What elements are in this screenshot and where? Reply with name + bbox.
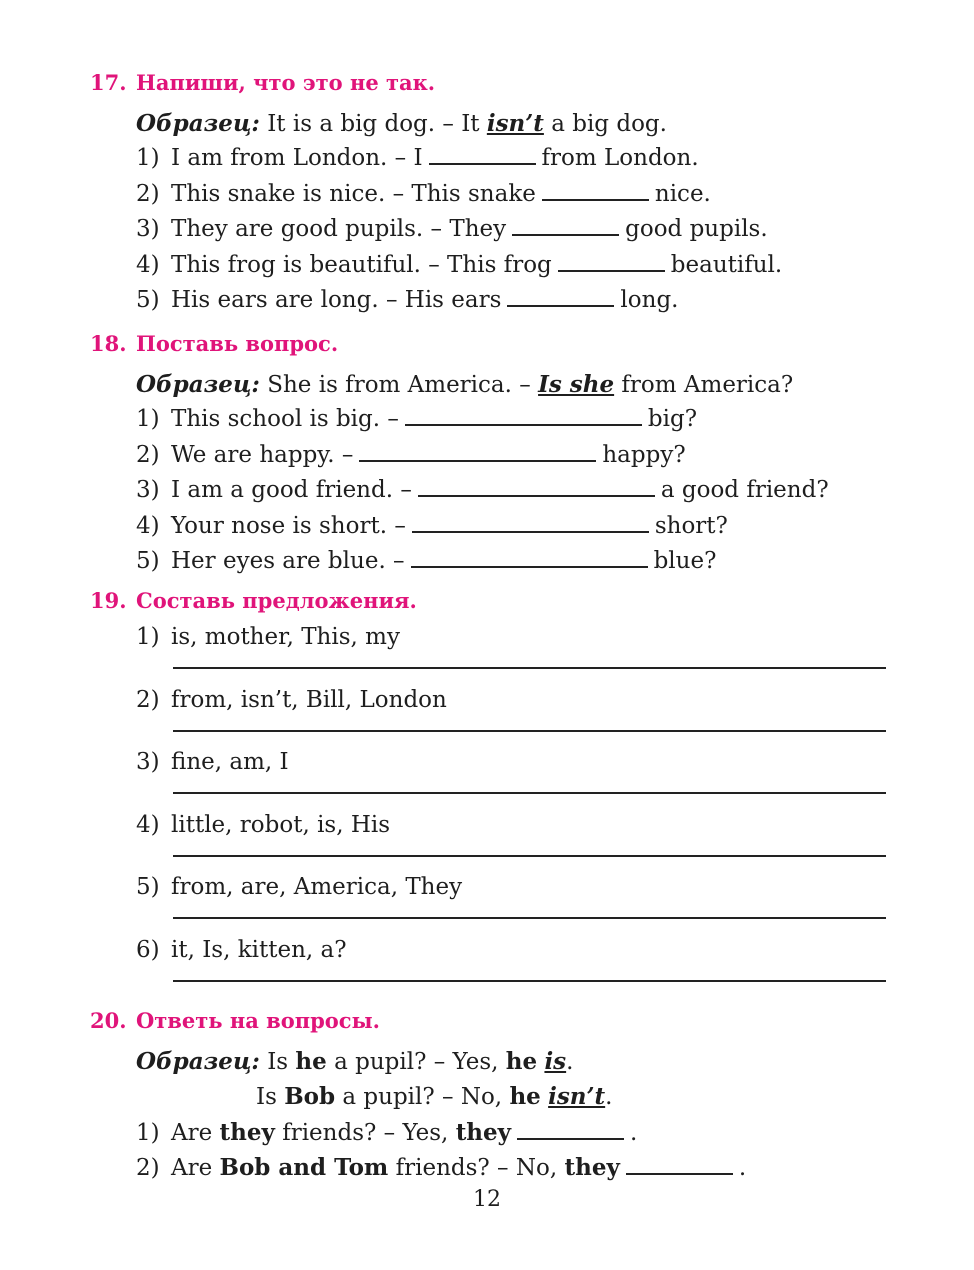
model-example (90, 106, 910, 141)
answer-blank[interactable] (418, 473, 655, 497)
item-number: 4) (136, 251, 160, 278)
exercise-title: Составь предложения. (136, 588, 417, 613)
list-item (90, 473, 910, 508)
item-number: 3) (136, 477, 160, 504)
list-item (90, 935, 910, 998)
list-item (90, 544, 910, 579)
model-example (90, 367, 910, 402)
item-text: Are (171, 1155, 213, 1182)
model-bold: Bob (284, 1083, 336, 1111)
exercise-title: Ответь на вопросы. (136, 1008, 380, 1033)
model-text: It is a big dog. – It (267, 111, 480, 137)
list-item (90, 509, 910, 544)
model-text-end: a big dog. (551, 111, 667, 137)
item-text: friends? – Yes, (282, 1119, 449, 1146)
item-text: This frog is beautiful. – This frog (171, 251, 552, 278)
model-example-2 (90, 1079, 910, 1114)
item-text: from, are, America, They (171, 874, 463, 900)
exercise-17-heading (90, 70, 910, 106)
item-text: I am a good friend. – (171, 477, 412, 504)
item-text-end: happy? (602, 441, 686, 468)
answer-blank[interactable] (411, 544, 648, 568)
item-text: from, isn’t, Bill, London (171, 686, 447, 713)
item-number: 4) (136, 811, 160, 838)
item-text-end: good pupils. (625, 216, 768, 243)
item-number: 4) (136, 512, 160, 539)
item-text: little, robot, is, His (171, 811, 391, 838)
answer-line[interactable] (173, 980, 886, 982)
item-text-end: nice. (654, 180, 711, 207)
model-bold: he (505, 1048, 538, 1075)
item-text-end: short? (654, 512, 728, 539)
item-number: 1) (136, 624, 160, 650)
list-item (90, 141, 910, 176)
item-number: 3) (136, 749, 160, 775)
model-text: a pupil? – Yes, (334, 1049, 499, 1075)
answer-line[interactable] (173, 667, 886, 669)
item-text-end: long. (620, 286, 679, 313)
item-bold: they (455, 1118, 512, 1146)
answer-line[interactable] (173, 917, 886, 919)
list-item (90, 283, 910, 318)
item-text: Your nose is short. – (171, 512, 406, 539)
list-item (90, 1115, 910, 1150)
list-item (90, 212, 910, 247)
answer-blank[interactable] (558, 248, 665, 272)
item-text: They are good pupils. – They (171, 216, 507, 243)
item-number: 1) (136, 145, 160, 172)
answer-line[interactable] (173, 730, 886, 732)
item-number: 2) (136, 1155, 160, 1182)
exercise-number: 18. (90, 331, 127, 356)
item-text: it, Is, kitten, a? (171, 936, 347, 963)
item-number: 2) (136, 441, 160, 468)
exercise-title: Поставь вопрос. (136, 331, 339, 356)
list-item (90, 685, 910, 748)
model-label: Образец: (136, 110, 260, 137)
exercise-title: Напиши, что это не так. (136, 70, 436, 95)
exercise-number: 17. (90, 70, 127, 95)
exercise-18-heading (90, 331, 910, 367)
model-label: Образец: (136, 371, 260, 398)
exercise-17 (90, 70, 910, 318)
item-text: This snake is nice. – This snake (171, 180, 536, 207)
list-item (90, 747, 910, 810)
list-item (90, 248, 910, 283)
answer-line[interactable] (173, 792, 886, 794)
list-item (90, 1150, 910, 1185)
answer-blank[interactable] (412, 509, 649, 533)
item-text: Are (171, 1119, 213, 1146)
model-text-end: from America? (621, 372, 794, 398)
answer-blank[interactable] (405, 402, 642, 426)
item-number: 5) (136, 547, 160, 574)
answer-blank[interactable] (512, 212, 619, 236)
item-number: 3) (136, 216, 160, 243)
model-answer: Is she (538, 371, 615, 398)
page-number: 12 (473, 1187, 501, 1212)
item-number: 1) (136, 406, 160, 433)
model-text: Is (267, 1049, 289, 1075)
item-number: 2) (136, 686, 160, 713)
item-text: fine, am, I (171, 749, 289, 775)
model-text: a pupil? – No, (342, 1084, 503, 1111)
exercise-20-heading (90, 1008, 910, 1044)
exercise-number: 20. (90, 1008, 127, 1033)
answer-blank[interactable] (626, 1151, 733, 1175)
answer-line[interactable] (173, 855, 886, 857)
item-bold: they (219, 1118, 275, 1146)
model-text: She is from America. – (267, 372, 531, 398)
item-bold: Bob and Tom (219, 1154, 389, 1182)
model-answer: isn’t (548, 1083, 606, 1111)
list-item (90, 177, 910, 212)
item-text-end: . (630, 1119, 638, 1146)
exercise-18 (90, 331, 910, 579)
model-label: Образец: (136, 1048, 260, 1075)
item-text: friends? – No, (395, 1155, 558, 1182)
item-text-end: from London. (541, 145, 699, 172)
item-number: 1) (136, 1119, 160, 1146)
model-text: Is (256, 1084, 277, 1111)
answer-blank[interactable] (517, 1116, 624, 1140)
exercise-20 (90, 1008, 910, 1186)
model-bold: he (509, 1083, 541, 1111)
item-text: I am from London. – I (171, 145, 423, 172)
model-text-end: . (605, 1084, 613, 1111)
answer-blank[interactable] (507, 283, 614, 307)
item-text: is, mother, This, my (171, 624, 400, 650)
model-bold: he (295, 1048, 327, 1075)
item-text: His ears are long. – His ears (171, 286, 502, 313)
list-item (90, 402, 910, 437)
exercise-number: 19. (90, 588, 127, 613)
list-item (90, 872, 910, 935)
item-text-end: a good friend? (660, 477, 829, 504)
model-answer: isn’t (486, 110, 544, 137)
item-text-end: blue? (653, 547, 717, 574)
list-item (90, 438, 910, 473)
item-number: 5) (136, 874, 160, 900)
list-item (90, 810, 910, 873)
item-bold: they (564, 1154, 620, 1182)
exercise-19 (90, 588, 910, 997)
model-answer: is (544, 1048, 567, 1075)
answer-blank[interactable] (429, 141, 536, 165)
model-example (90, 1044, 910, 1079)
answer-blank[interactable] (542, 177, 649, 201)
item-text: Her eyes are blue. – (171, 547, 405, 574)
item-text: This school is big. – (171, 406, 399, 433)
item-text: We are happy. – (171, 441, 354, 468)
model-text-end: . (566, 1049, 574, 1075)
item-text-end: beautiful. (670, 251, 783, 278)
item-text-end: big? (647, 406, 698, 433)
item-number: 2) (136, 180, 160, 207)
item-number: 6) (136, 936, 160, 963)
exercise-19-heading (90, 588, 910, 622)
list-item (90, 622, 910, 685)
answer-blank[interactable] (359, 438, 596, 462)
item-number: 5) (136, 286, 160, 313)
item-text-end: . (738, 1155, 747, 1182)
